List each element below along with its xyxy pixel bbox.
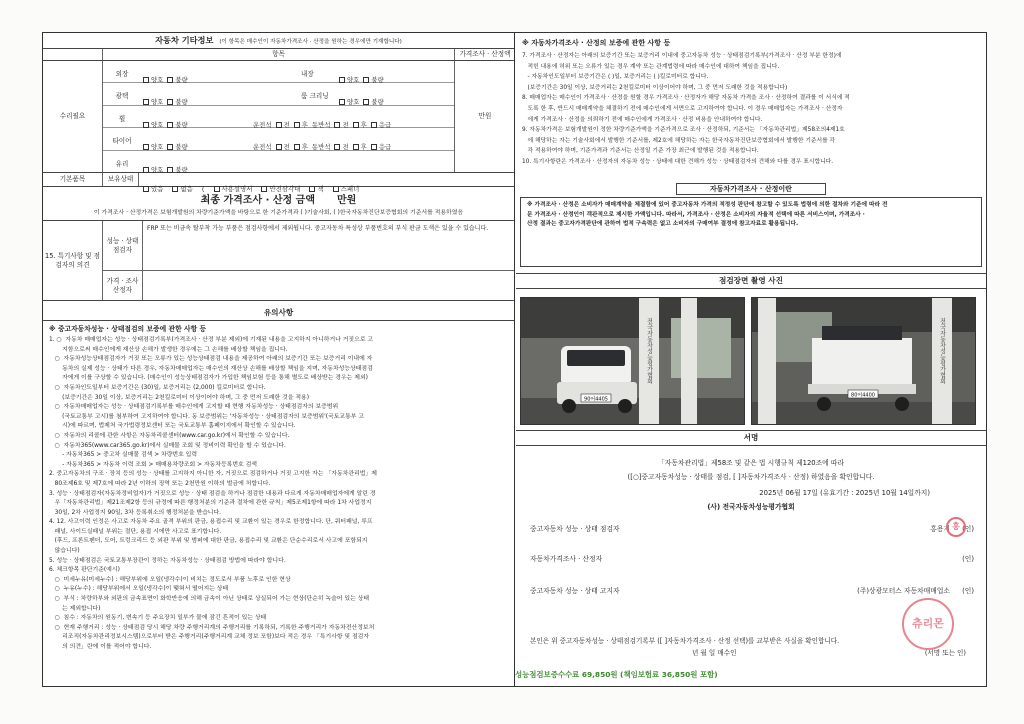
notice-line: ○ 자동차365(www.car365.go.kr)에서 실매물 조회 및 정비이력 확인을 할 수 있습니다.: [49, 442, 286, 449]
notice-line: 동차의 실제 성능 · 상태가 다른 경우, 자동차매매업자는 매수인의 재산상 손해를 배상할 책임을 지며, 자동차성능상태점검: [49, 365, 373, 372]
basic-label: 기본품목: [43, 173, 103, 186]
notice-line: 패널, 사이드실패널 부위는 절단, 용접 시에만 사고로 표기합니다.: [49, 528, 222, 535]
price-guarantee-title: ※ 자동차가격조사 · 산정의 보증에 관한 사항 등: [522, 39, 671, 47]
basic-items-row: [43, 173, 514, 193]
repair-row-label: 타이어: [112, 137, 132, 146]
front2-checkbox[interactable]: 전: [334, 142, 348, 151]
price-head: 가격조사 · 산정액: [459, 50, 511, 59]
signer-mark[interactable]: (인): [962, 587, 974, 595]
special-label: 15. 특기사항 및 점검자의 의견: [43, 221, 103, 300]
repair-group-label: 수리필요: [43, 61, 103, 172]
notice-line: 4. 12. 사고이력 인정은 사고로 자동차 주요 골격 부위의 판금, 용접수리 및 교환이 있는 경우로 한정합니다. 단, 쿼터패널, 루프: [49, 519, 373, 526]
signer-role: 중고자동차 성능 · 상태 점검자: [530, 525, 620, 533]
inspection-photo-front: [520, 297, 745, 425]
date-line: 2025년 06월 17일 (유효기간 : 2025년 10월 14일까지): [759, 489, 930, 497]
repair-option2-checkbox[interactable]: 양호: [339, 97, 359, 106]
repair-row-label: 휠: [118, 114, 126, 123]
repair-row: 타이어 양호 불량 운전석 전 후 동반석 전 후 응급: [103, 128, 454, 150]
repair-option-checkbox[interactable]: 양호: [143, 75, 163, 84]
final-price-label: 최종 가격조사 · 산정 금액: [200, 194, 315, 206]
right-column: [516, 33, 986, 686]
inspection-photo-rear: [751, 297, 976, 425]
basic-open-paren: (: [201, 185, 205, 193]
item-head: 항목: [103, 49, 455, 60]
repair-option-checkbox[interactable]: 불량: [167, 120, 187, 129]
notice-line: 는 제외합니다): [49, 605, 101, 612]
repair-row-label2: 내장: [301, 70, 314, 78]
notice-line: ○ 자동차인도일부터 보증기간은 (30)일, 보증거리는 (2,000) 킬로미터로 합니다.: [49, 384, 266, 391]
signer-role: 중고자동차 성능 · 상태 고지자: [530, 587, 620, 595]
rear-checkbox[interactable]: 후: [294, 142, 308, 151]
basic-label2: 보유상태: [103, 173, 139, 186]
signer-mark[interactable]: (인): [962, 555, 974, 563]
notice-line: ○ 자동차성능상태점검자가 거짓 또는 오류가 있는 성능상태점검 내용을 제공하여 아래의 보증기간 또는 보증거리 이내에 자: [49, 356, 373, 363]
special-sub2: 가격 · 조사 산정자: [103, 271, 143, 300]
notice-line: - 자동차365 > 자동차 이력 조회 > 매매용차량조회 > 자동차등록번호 검색: [49, 461, 257, 468]
notice-line: (후드, 프론트펜더, 도어, 트렁크리드 등 외판 부위 및 범퍼에 대한 판금, 용접수리 및 교환은 단순수리로서 사고에 포함되지: [49, 538, 368, 545]
jack-checkbox[interactable]: 잭: [309, 184, 323, 193]
notice-line: 2. 중고자동차의 구조 · 장치 등의 성능 · 상태를 고지하지 아니한 자, 거짓으로 점검하거나 거짓 고지한 자는 「자동차관리법」제: [49, 471, 377, 478]
guarantee-line: 9. 자동차가격은 보험개발원이 정한 차량기준가액을 기준가격으로 조사 · 산정하되, 기준서는 「자동차관리법」제58조의4제1호: [522, 127, 845, 134]
seal-stamp-large: 츄리몬: [902, 598, 954, 650]
notice-line: 3. 성능 · 상태점검자(자동차정비업자)가 거짓으로 성능 · 상태 점검을 하거나 점검한 내용과 다르게 자동차매매업자에게 알린 경: [49, 490, 376, 497]
other-info-title: 자동차 기타정보: [155, 35, 214, 45]
repair-row-label: 광택: [115, 92, 129, 101]
repair-price-unit: 만원: [478, 112, 492, 121]
inspection-record-page: [42, 32, 987, 687]
special-sub1-text: FRP 또는 비금속 탈부착 가능 부품은 점검사항에서 제외됩니다. 중고자동차 특성상 부품번호의 부식 판금 도색은 있을 수 있습니다.: [147, 225, 489, 232]
guarantee-line: (보증기간은 30일 이상, 보증거리는 2천킬로미터 이상이어야 하며, 그 중 먼저 도래한 것을 적용합니다): [522, 84, 788, 91]
other-info-note: (이 항목은 매수인이 자동차가격조사 · 산정을 원하는 경우에만 기재합니다): [219, 38, 402, 45]
table-head: [43, 49, 514, 61]
signer-mark[interactable]: (인): [962, 525, 974, 533]
final-price-note: 이 가격조사 · 산정가격은 보험개발원의 차량기준가액을 바탕으로 한 기준가격과 ( )기술사회, ( )한국자동차진단보증협회의 기준서를 적용하였음: [43, 207, 514, 221]
final-price-row: [43, 189, 514, 207]
signer-row: [516, 523, 986, 535]
footer-fee: 성능점검보증수수료 69,850원 (책임보험료 36,850원 포함): [515, 670, 718, 679]
notice-line: (국토교통부 고시)를 첨부하여 고지하여야 합니다. 동 보증범위는 '자동차성능 · 상태점검자의 보증범위'(국토교통부 고: [49, 413, 365, 420]
notice-line: ○ 부식 : 차량하부와 외판의 금속표면이 화학반응에 의해 금속이 아닌 상태로 상실되어 가는 현상(단순히 녹슬어 있는 상태: [49, 596, 370, 603]
repair-row-label: 유리: [115, 159, 129, 168]
signer-role: 자동차가격조사 · 산정자: [530, 555, 603, 563]
repair-row: [103, 83, 454, 105]
sign-title: 서명: [516, 430, 986, 446]
receipt-sign: (서명 또는 인): [924, 649, 966, 657]
guarantee-line: 에 해당하는 자는 기술사회에서 발행한 기준서를, 제2호에 해당하는 자는 한국자동차진단보증협회에서 발행한 기준서를 각: [522, 137, 836, 144]
photo-title: 점검장면 촬영 사진: [516, 273, 986, 289]
inspection-photos: [518, 297, 984, 425]
notice-line: 않습니다): [49, 548, 80, 555]
pole-text-1: 전국자동차성능평가협회: [645, 318, 653, 384]
emergency-checkbox[interactable]: 응급: [371, 142, 391, 151]
price-guarantee-body: [522, 51, 980, 168]
notice-line: 시)에 따르며, 법제처 국가법령정보센터 또는 국토교통부 홈페이지에서 확인할 수 있습니다.: [49, 423, 296, 430]
final-price-unit: 만원: [337, 194, 357, 206]
signer-name: (주)상광모터스 자동차매매업소: [857, 587, 950, 595]
notice-subtitle: ※ 중고자동차성능 · 상태점검의 보증에 관한 사항 등: [49, 325, 207, 333]
signer-name: 홍용기: [930, 525, 950, 533]
meaning-line: 산정 결과는 중고자가격판단에 관하여 법적 구속력은 없고 소비자의 구매여부 결정에 참고자료로 활용됩니다.: [527, 221, 799, 228]
repair-option-checkbox[interactable]: 불량: [167, 75, 187, 84]
notice-line: 1. ○ 자동차 매매업자는 성능 · 상태점검기록부(가격조사 · 산정 부분 제외)에 기재된 내용을 고지하지 아니하거나 거짓으로 고: [49, 337, 374, 343]
repair-option-checkbox[interactable]: 양호: [143, 97, 163, 106]
guarantee-line: 적힌 내용에 허위 또는 오류가 있는 경우 계약 또는 관계법령에 따라 매수인에 대하여 책임을 집니다.: [522, 63, 780, 70]
notice-line: 지함으로써 매수인에게 재산상 손해가 발생한 경우에는 그 손해를 배상할 책임을 집니다.: [49, 346, 288, 353]
meaning-title: 자동차가격조사 · 산정이란: [676, 183, 826, 195]
repair-option2-checkbox[interactable]: 불량: [363, 75, 383, 84]
guarantee-line: 도록 한 후, 반드시 매매계약을 체결하기 전에 매수인에게 서면으로 고지하여야 합니다. 이 경우 매매업자는 가격조사 · 산정자: [522, 105, 843, 112]
signer-row: [516, 585, 986, 597]
repair-option-checkbox[interactable]: 양호: [143, 142, 163, 151]
notice-line: - 자동차365 > 중고차 실매물 검색 > 차량번호 입력: [49, 452, 198, 459]
notice-line: 리조직(자동차관리정보시스템)으로부터 받은 주행거리(주행거리계 교체 정보 포함)보다 적은 경우 「특기사항 및 점검자: [49, 634, 370, 641]
spanner-checkbox[interactable]: 스패너: [333, 184, 360, 193]
notice-body: [49, 336, 508, 653]
repair-option2-checkbox[interactable]: 양호: [339, 75, 359, 84]
notice-line: 30일, 2차 사업정지 90일, 3차 등록취소의 행정처분을 받습니다.: [49, 509, 222, 516]
front2-checkbox[interactable]: 전: [334, 120, 348, 129]
notice-line: ○ 자동차의 리콜에 관한 사항은 자동차리콜센터(www.car.go.kr)에서 확인할 수 있습니다.: [49, 432, 290, 439]
plate-front: 90어4405: [584, 396, 608, 403]
repair-row: [103, 151, 454, 173]
notice-line: 자에게 이를 구상할 수 있습니다. (매수인이 성능상태점검자가 가입한 책임보험 등을 통해 별도로 배상받는 경우는 제외): [49, 375, 368, 382]
notice-line: 의 의견」란에 이를 적어야 합니다.: [49, 644, 152, 650]
notice-line: (보증기간은 30일 이상, 보증거리는 2천킬로미터 이상이어야 하며, 그 중 먼저 도래한 것을 적용): [49, 394, 310, 401]
notice-line: 우「자동차관리법」제21조제2항 등의 규정에 따른 행정처분의 기준과 절차에 관한 규칙」제5조제1항에 따라 1차 사업정지: [49, 500, 372, 507]
repair-block: [43, 61, 514, 173]
meaning-line: ※ 가격조사 · 산정은 소비자가 매매계약을 체결함에 있어 중고자동차 가격의 적정성 판단에 참고할 수 있도록 법령에 의한 절차와 기준에 따라 전: [527, 202, 888, 208]
other-info-header: [43, 33, 514, 49]
receipt-line: 본인은 위 중고자동차성능 · 상태점검기록부 ([ ]자동차가격조사 · 산정 선택)를 교부받은 사실을 확인합니다.: [530, 637, 840, 645]
repair-option-checkbox[interactable]: 불량: [167, 165, 187, 174]
notice-line: ○ 미세누유(미세누수) : 해당부위에 오일(냉각수)이 비치는 정도로서 부품 노후로 인한 현상: [49, 576, 291, 583]
plate-rear: 80어4400: [851, 392, 875, 399]
repair-row: [103, 61, 454, 83]
notice-line: ○ 자동차매매업자는 성능 · 상태점검기록부를 매수인에게 고지할 때 현행 자동차성능 · 상태점검자의 보증범위: [49, 404, 339, 411]
notice-title: 유의사항: [43, 307, 514, 321]
triangle-checkbox[interactable]: 안전삼각대: [261, 184, 300, 193]
repair-row-label: 외장: [115, 70, 129, 78]
guarantee-line: - 자동차인도일부터 보증기간은 ( )일, 보증거리는 ( )킬로미터로 합니다.: [522, 74, 709, 81]
meaning-line: 문 가격조사 · 산정인이 객관적으로 제시한 가액입니다. 따라서, 가격조사 · 산정은 소비자의 자율적 선택에 따른 서비스이며, 가격조사 ·: [527, 211, 865, 218]
repair-row-label2: 룸 크리닝: [301, 92, 329, 101]
guarantee-line: 7. 가격조사 · 산정자는 아래의 보증기간 또는 보증거리 이내에 중고자동차 성능 · 상태점검기록부(가격조사 · 산정 부분 한정)에: [522, 53, 842, 59]
notice-line: ○ 침수 : 자동차의 원동기, 변속기 등 주요장치 일부가 물에 잠긴 흔적이 있는 상태: [49, 615, 267, 622]
guarantee-line: 에게 가격조사 · 산정을 의뢰하기 전에 매수인에게 가격조사 · 산정 비용을 안내하여야 합니다.: [522, 116, 763, 123]
notice-line: 5. 성능 · 상태점검은 국토교통부장관이 정하는 자동차성능 · 상태점검 방법에 따라야 합니다.: [49, 557, 286, 564]
front-checkbox[interactable]: 전: [276, 120, 290, 129]
rear2-checkbox[interactable]: 후: [353, 142, 367, 151]
notice-line: ○ 누유(누수) : 해당부위에서 오일(냉각수)이 맺혀서 떨어지는 상태: [49, 586, 229, 593]
notice-line: 80조제6호 및 제7호에 따라 2년 이하의 징역 또는 2천만원 이하의 벌금에 처합니다.: [49, 480, 271, 487]
repair-option2-checkbox[interactable]: 불량: [363, 97, 383, 106]
repair-option-checkbox[interactable]: 양호: [143, 120, 163, 129]
org-name: (사) 전국자동차성능평가협회: [707, 503, 795, 511]
guarantee-line: 10. 특기사항란은 가격조사 · 산정자의 자동차 성능 · 상태에 대한 견해가 성능 · 상태점검자의 견해와 다를 경우 표시합니다.: [522, 158, 834, 165]
guarantee-line: 각 적용하여야 하며, 기준가격과 기준서는 산정일 기준 가장 최근에 발행된 것을 적용합니다.: [522, 148, 759, 155]
repair-row: 휠 양호 불량 운전석 전 후 동반석 전 후 응급: [103, 106, 454, 128]
rear2-checkbox[interactable]: 후: [353, 120, 367, 129]
receipt-date: 년 월 일 매수인: [692, 649, 737, 657]
seal-stamp-small: 홍: [946, 517, 966, 537]
front-checkbox[interactable]: 전: [276, 142, 290, 151]
repair-option-checkbox[interactable]: 양호: [143, 165, 163, 174]
repair-option-checkbox[interactable]: 불량: [167, 97, 187, 106]
meaning-box: [520, 197, 982, 267]
notice-line: 6. 체크항목 판단기준(예시): [49, 567, 120, 574]
special-notes-block: [43, 221, 514, 301]
guarantee-line: 8. 매매업자는 매수인이 가격조사 · 산정을 원할 경우 가격조사 · 산정자가 해당 자동차 가격을 조사 · 산정하여 결과를 이 서식에 적: [522, 95, 850, 102]
repair-rows: [103, 61, 455, 172]
emergency-checkbox[interactable]: 응급: [371, 120, 391, 129]
left-column: [43, 33, 515, 686]
repair-option-checkbox[interactable]: 불량: [167, 142, 187, 151]
cert-line-1: 「자동차관리법」제58조 및 같은 법 시행규칙 제120조에 따라: [657, 459, 845, 467]
cert-line-2: ([○]중고자동차성능 · 상태를 점검, [ ]자동차가격조사 · 산정) 하였음을 확인합니다.: [627, 473, 875, 481]
basic-yes-checkbox[interactable]: 있음: [143, 184, 163, 193]
signer-row: [516, 553, 986, 565]
manual-checkbox[interactable]: 사용설명서: [214, 184, 253, 193]
basic-no-checkbox[interactable]: 없음: [172, 184, 192, 193]
pole-text-2: 전국자동차성능평가협회: [938, 318, 946, 384]
rear-checkbox[interactable]: 후: [294, 120, 308, 129]
special-sub1: 성능 · 상태 점검자: [103, 221, 143, 270]
notice-line: ○ 현재 주행거리 : 성능 · 상태점검 당시 해당 차량 주행거리계의 주행거리를 기록하되, 기록한 주행거리가 자동차전산정보처: [49, 624, 375, 631]
